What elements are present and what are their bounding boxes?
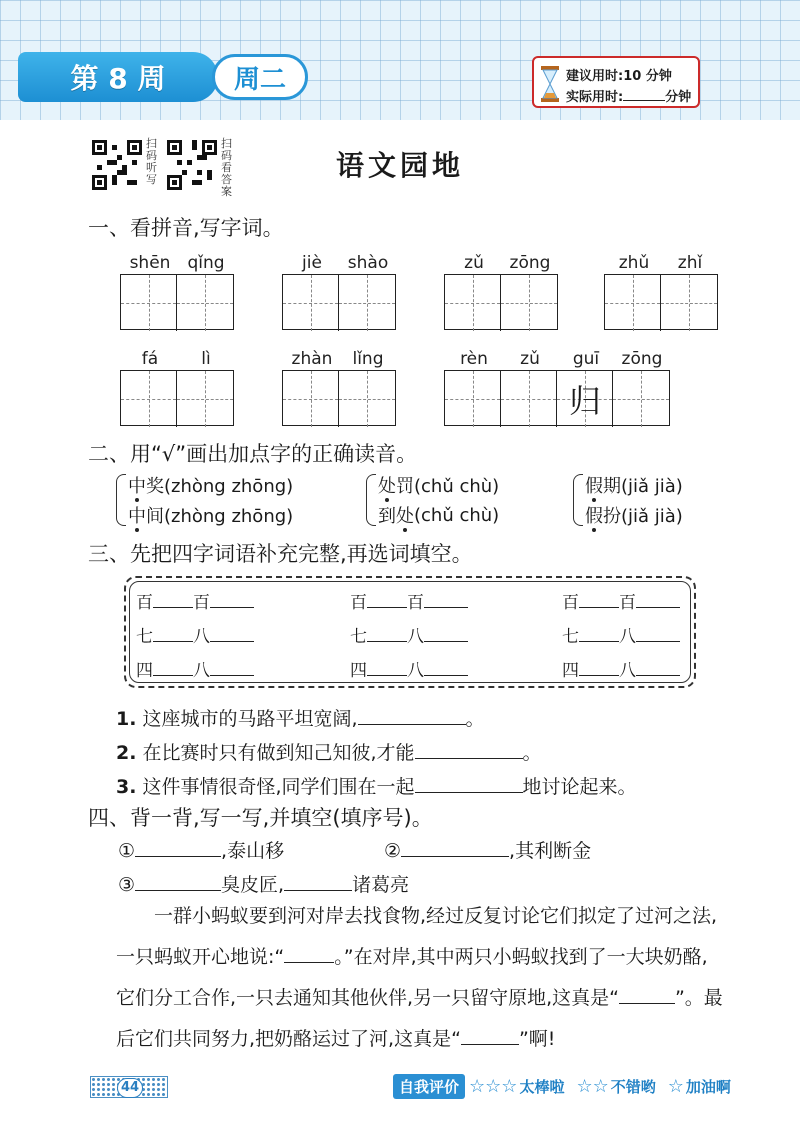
q3-heading: 三、先把四字词语补充完整,再选词填空。 [88, 542, 473, 566]
pinyin: zhǐ [677, 253, 703, 273]
reading-line[interactable]: 假 期(jiǎ jià) [585, 470, 683, 500]
brace [573, 474, 583, 526]
answer-blank[interactable] [461, 1029, 519, 1045]
idiom-blank[interactable]: 四 八 [350, 656, 468, 681]
char-cell[interactable] [177, 371, 233, 427]
day-label: 周二 [212, 54, 308, 100]
actual-time-blank[interactable] [623, 89, 665, 101]
idiom-blank[interactable]: 七 八 [350, 622, 468, 647]
actual-time [566, 86, 691, 105]
recite-item-3: ③ 臭皮匠, 诸葛亮 [118, 874, 410, 896]
star-icon[interactable]: ☆ [576, 1075, 593, 1097]
actual-time-prefix: 实际用时: [566, 90, 624, 105]
hourglass-icon [540, 66, 560, 102]
char-cell[interactable] [121, 275, 177, 331]
pinyin: zhàn [291, 349, 333, 369]
pinyin: zhǔ [618, 253, 650, 273]
page-number-badge [90, 1076, 168, 1098]
idiom-blank[interactable]: 七 八 [136, 622, 254, 647]
eval-level-great: 太棒啦 [519, 1077, 565, 1096]
answer-blank[interactable] [619, 988, 675, 1004]
char-cell[interactable] [339, 275, 395, 331]
answer-blank[interactable] [284, 875, 352, 891]
week-label: 第 8 周 [18, 52, 218, 102]
char-cell[interactable] [557, 371, 613, 427]
q2-heading: 二、用“√”画出加点字的正确读音。 [88, 442, 418, 466]
reading-group [378, 470, 499, 530]
answer-blank[interactable] [401, 841, 509, 857]
char-cell[interactable] [605, 275, 661, 331]
char-cell[interactable] [339, 371, 395, 427]
star-icon[interactable]: ☆ [469, 1075, 486, 1097]
pinyin: zǔ [520, 349, 540, 369]
answer-blank[interactable] [135, 841, 221, 857]
idiom-blank[interactable]: 四 八 [562, 656, 680, 681]
char-cell[interactable] [501, 371, 557, 427]
char-grid [604, 274, 718, 330]
pinyin: zōng [621, 349, 663, 369]
pinyin: fá [141, 349, 159, 369]
star-icon[interactable]: ☆ [592, 1075, 609, 1097]
pinyin: guī [572, 349, 600, 369]
char-grid [444, 370, 670, 426]
char-cell[interactable] [613, 371, 669, 427]
pinyin: shào [347, 253, 389, 273]
char-grid [444, 274, 558, 330]
reading-line[interactable]: 到 处 (chǔ chù) [378, 500, 499, 530]
eval-level-keep-going: 加油啊 [685, 1077, 731, 1096]
char-grid [282, 370, 396, 426]
eval-tag: 自我评价 [393, 1074, 465, 1099]
char-cell[interactable] [501, 275, 557, 331]
q1-heading: 一、看拼音,写字词。 [88, 216, 284, 240]
qr-label-answers: 扫码看答案 [221, 137, 232, 198]
char-cell[interactable] [445, 371, 501, 427]
star-icon[interactable]: ☆ [485, 1075, 502, 1097]
pinyin: shēn [129, 253, 171, 273]
pinyin: zōng [509, 253, 551, 273]
story-paragraph: 一群小蚂蚁要到河对岸去找食物,经过反复讨论它们拟定了过河之法,一只蚂蚁开心地说:“ 。”在对岸,其中两只小蚂蚁找到了一大块奶酪,它们分工合作,一只去通知其他伙伴,另一只留守原地,这真是“ ”。最后它们共同努力,把奶酪运过了河,这真是“ ”啊! [116, 905, 723, 1050]
char-grid [282, 274, 396, 330]
page-number: 44 [117, 1078, 143, 1098]
idiom-blank[interactable]: 百 百 [136, 588, 254, 613]
idiom-blank[interactable]: 七 八 [562, 622, 680, 647]
char-cell[interactable] [177, 275, 233, 331]
char-grid [120, 370, 234, 426]
pinyin: rèn [460, 349, 488, 369]
char-grid [120, 274, 234, 330]
char-cell[interactable] [283, 371, 339, 427]
pinyin: zǔ [464, 253, 484, 273]
reading-line[interactable]: 假 扮(jiǎ jià) [585, 500, 683, 530]
reading-group [585, 470, 683, 530]
char-cell[interactable] [121, 371, 177, 427]
char-cell[interactable] [283, 275, 339, 331]
brace [116, 474, 126, 526]
actual-time-suffix: 分钟 [665, 90, 692, 105]
prefilled-char: 归 [568, 382, 601, 420]
char-cell[interactable] [445, 275, 501, 331]
star-icon[interactable]: ☆ [667, 1075, 684, 1097]
pinyin: lǐng [352, 349, 384, 369]
self-evaluation [393, 1073, 743, 1099]
recite-item-2: ② ,其利断金 [384, 840, 592, 862]
star-icon[interactable]: ☆ [501, 1075, 518, 1097]
reading-line[interactable]: 中 奖(zhòng zhōng) [128, 470, 293, 500]
answer-blank[interactable] [415, 743, 523, 759]
sentence-1: 1. 这座城市的马路平坦宽阔, 。 [116, 708, 485, 730]
char-cell[interactable] [661, 275, 717, 331]
pinyin: qǐng [187, 253, 225, 273]
idiom-blank[interactable]: 百 百 [350, 588, 468, 613]
answer-blank[interactable] [284, 947, 334, 963]
reading-line[interactable]: 处 罚(chǔ chù) [378, 470, 499, 500]
answer-blank[interactable] [415, 777, 523, 793]
pinyin: lì [201, 349, 211, 369]
time-box [532, 56, 700, 108]
recite-item-1: ① ,泰山移 [118, 840, 285, 862]
suggested-time: 建议用时:10 分钟 [566, 69, 672, 84]
q4-heading: 四、背一背,写一写,并填空(填序号)。 [88, 806, 433, 830]
sentence-2: 2. 在比赛时只有做到知己知彼,才能 。 [116, 742, 542, 764]
idiom-blank[interactable]: 四 八 [136, 656, 254, 681]
answer-blank[interactable] [135, 875, 221, 891]
qr-label-dictation: 扫码听写 [146, 137, 157, 186]
sentence-3: 3. 这件事情很奇怪,同学们围在一起 地讨论起来。 [116, 776, 637, 798]
eval-level-good: 不错哟 [610, 1077, 656, 1096]
page-title: 语文园地 [335, 149, 464, 182]
brace [366, 474, 376, 526]
idiom-blank[interactable]: 百 百 [562, 588, 680, 613]
reading-group [128, 470, 293, 530]
answer-blank[interactable] [358, 709, 466, 725]
reading-line[interactable]: 中 间(zhòng zhōng) [128, 500, 293, 530]
pinyin: jiè [302, 253, 322, 273]
